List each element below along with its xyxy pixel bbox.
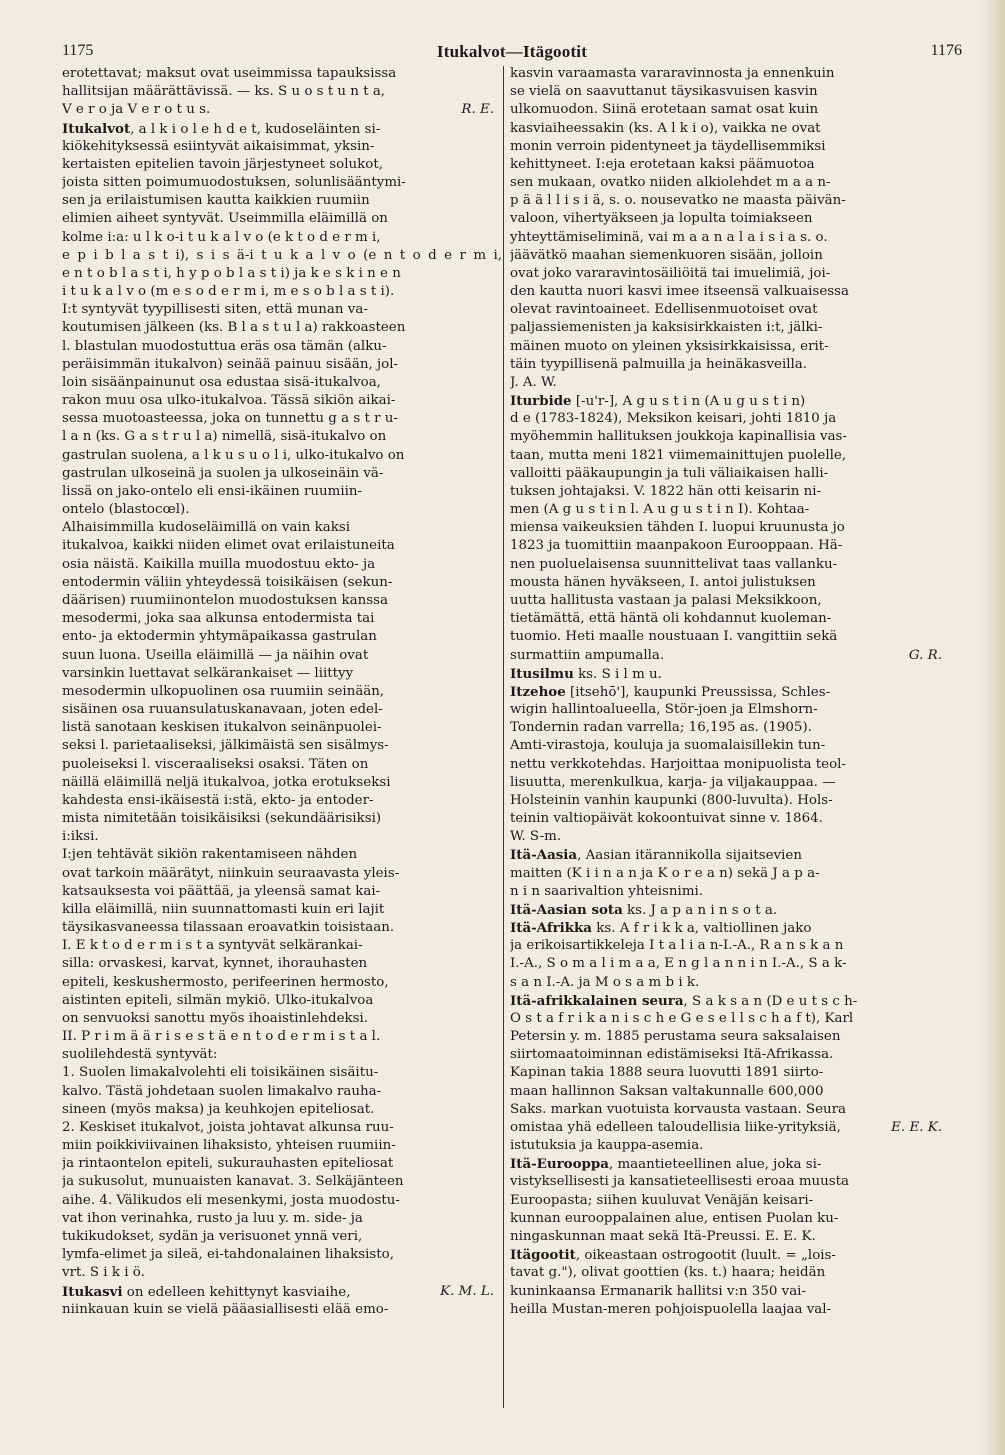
text-line: kasvin varaamasta vararavinnosta ja ennenkuin (510, 66, 835, 81)
text-line: ovat tarkoin määrätyt, niinkuin seuraavasta yleis- (62, 865, 400, 881)
text-line: Amti-virastoja, kouluja ja suomalaisillekin tun- (510, 738, 826, 754)
text-line: valoon, vihertyäkseen ja lopulta toimiakseen (510, 211, 813, 227)
text-line: olevat ravintoaineet. Edellisenmuotoiset ovat (510, 302, 818, 318)
text-line: itukalvoa, kaikki niiden elimet ovat erilaistuneita (62, 538, 395, 554)
text-line: J. A. W. (510, 374, 557, 390)
text-line: joista sitten poimumuodostuksen, solunlisääntymi- (62, 175, 406, 191)
text-line: ontelo (blastocœl). (62, 502, 190, 518)
text-line: d e (1783-1824), Meksikon keisari, johti 1810 ja (510, 411, 837, 427)
text-line: siirtomaatoiminnan edistämiseksi Itä-Afrikassa. (510, 1047, 834, 1063)
text-line: lymfa-elimet ja sileä, ei-tahdonalainen lihaksisto, (62, 1247, 394, 1263)
text-line: hallitsijan määrättävissä. — ks. S u o s t u n t a, (62, 84, 386, 100)
text-line: varsinkin luettavat selkärankaiset — liittyy (62, 665, 354, 681)
author-signature: G. R. (908, 647, 942, 663)
text-line: omistaa yhä edelleen taloudellisia liike-yrityksiä, (510, 1119, 841, 1135)
text-line: mesodermi, joka saa alkunsa entodermista tai (62, 611, 375, 627)
left-page-number: 1175 (62, 42, 94, 59)
text-line: kuninkaansa Ermanarik hallitsi v:n 350 vai- (510, 1283, 806, 1299)
text-line: monin verroin pidentyneet ja täydellisemmiksi (510, 138, 826, 154)
text-line: täysikasvaneessa tilassaan eroavatkin toisistaan. (62, 920, 395, 936)
text-line: Itä-afrikkalainen seura, S a k s a n (D e u t s c h- (510, 992, 858, 1009)
text-line: se vielä on saavuttanut täysikasvuisen kasvin (510, 84, 818, 100)
text-line: tuomio. Heti maalle noustuaan I. vangittiin sekä (510, 629, 838, 645)
text-line: peräisimmän itukalvon) seinää painuu sisään, jol- (62, 356, 399, 372)
text-line: tietämättä, että häntä oli kohdannut kuoleman- (510, 611, 832, 627)
text-line: istutuksia ja kauppa-asemia. (510, 1138, 704, 1154)
text-line: on senvuoksi sanottu myös ihoaistinlehdeksi. (62, 1010, 369, 1026)
running-title: Itukalvot—Itägootit (436, 42, 588, 61)
text-line: paljassiemenisten ja kaksisirkkaisten i:t, jälki- (510, 320, 823, 336)
text-line: niinkauan kuin se vielä pääasiallisesti elää emo- (62, 1301, 389, 1317)
text-line: Itukalvot, a l k i o l e h d e t, kudoseläinten si- (62, 120, 381, 137)
text-line: Kapinan takia 1888 seura luovutti 1891 siirto- (510, 1065, 824, 1081)
text-line: uutta hallitusta vastaan ja palasi Meksikkoon, (510, 592, 822, 608)
left-column (62, 65, 502, 1425)
text-line: miensa vaikeuksien tähden I. luopui kruunusta jo (510, 520, 845, 536)
text-line: däärisen) ruumiinontelon muodostuksen kanssa (62, 592, 389, 608)
text-line: lisuutta, merenkulkua, karja- ja viljakauppaa. — (510, 774, 836, 790)
text-line: sessa muotoasteessa, joka on tunnettu g a s t r u- (62, 411, 398, 427)
text-line: myöhemmin hallituksen joukkoja kapinallisia vas- (510, 429, 847, 445)
text-line: p ä ä l l i s i ä, s. o. nousevatko ne maasta päivän- (510, 193, 846, 209)
text-line: Itägootit, oikeastaan ostrogootit (luult. = „lois- (510, 1247, 836, 1264)
text-line: ningaskunnan maat sekä Itä-Preussi. E. E. K. (510, 1229, 816, 1244)
text-line: mesodermin ulkopuolinen osa ruumiin seinään, (62, 683, 385, 699)
text-line: nen puoluelaisensa suunnittelivat taas vallanku- (510, 556, 838, 572)
column-divider (503, 66, 504, 1408)
text-line: seksi l. parietaaliseksi, jälkimäistä sen sisälmys- (62, 738, 389, 754)
text-line: i t u k a l v o (m e s o d e r m i, m e s o b l a s t i). (62, 284, 395, 300)
text-line: Itzehoe [itsehō'], kaupunki Preussissa, Schles- (510, 683, 831, 700)
text-line: ja rintaontelon epiteli, sukurauhasten epiteliosat (62, 1156, 394, 1172)
text-line: Euroopasta; siihen kuuluvat Venäjän keisari- (510, 1192, 814, 1208)
text-line: vrt. S i k i ö. (62, 1265, 145, 1281)
text-line: I.-A., S o m a l i m a a, E n g l a n n i n I.-A., S a k- (510, 956, 847, 972)
text-line: l a n (ks. G a s t r u l a) nimellä, sisä-itukalvo on (62, 429, 387, 445)
text-line: l. blastulan muodostuttua eräs osa tämän (alku- (62, 338, 387, 354)
text-line: tavat g."), olivat goottien (ks. t.) haara; heidän (510, 1265, 826, 1281)
text-line: erotettavat; maksut ovat useimmissa tapauksissa (62, 66, 397, 81)
text-line: ovat joko vararavintosäiliöitä tai imuelimiä, joi- (510, 265, 831, 281)
text-line: nettu verkkotehdas. Harjoittaa monipuolista teol- (510, 756, 846, 772)
text-line: heilla Mustan-meren pohjoispuolella laajaa val- (510, 1301, 832, 1317)
text-line: mäinen muoto on yleinen yksisirkkaisissa, erit- (510, 338, 829, 354)
text-line: täin tyypillisenä palmuilla ja heinäkasveilla. (510, 356, 808, 372)
text-line: Petersin y. m. 1885 perustama seura saksalaisen (510, 1029, 841, 1045)
text-line: kertaisten epitelien tavoin järjestyneet solukot, (62, 156, 383, 172)
text-line: kiökehityksessä esiintyvät aikaisimmat, yksin- (62, 138, 375, 154)
text-line: I. E k t o d e r m i s t a syntyvät selkärankai- (62, 938, 363, 954)
text-line: elimien aiheet syntyvät. Useimmilla eläimillä on (62, 211, 388, 227)
text-line: mousta hänen hyväkseen, I. antoi julistuksen (510, 574, 816, 590)
author-signature: E. E. K. (891, 1119, 942, 1135)
text-line: kasviaiheessakin (ks. A l k i o), vaikka ne ovat (510, 120, 821, 136)
text-line: aistinten epiteli, silmän mykiö. Ulko-itukalvoa (62, 992, 374, 1008)
text-line: e p i b l a s t i), s i s ä-i t u k a l v o (e n t o d e r m i, (62, 247, 502, 263)
text-line: mista nimitetään toisikäisiksi (sekundäärisiksi) (62, 811, 382, 827)
text-line: suun luona. Useilla eläimillä — ja näihin ovat (62, 647, 369, 663)
text-line: koutumisen jälkeen (ks. B l a s t u l a) rakkoasteen (62, 320, 406, 336)
text-line: Itusilmu ks. S i l m u. (510, 665, 662, 682)
author-signature: K. M. L. (440, 1283, 494, 1299)
text-line: s a n I.-A. ja M o s a m b i k. (510, 974, 700, 990)
text-line: vistyksellisesti ja kansatieteellisesti eroaa muusta (510, 1174, 850, 1190)
text-line: entodermin väliin yhteydessä toisikäisen (sekun- (62, 574, 393, 590)
text-line: kunnan eurooppalainen alue, entisen Puolan ku- (510, 1210, 839, 1226)
text-line: men (A g u s t i n l. A u g u s t i n I). Kohtaa- (510, 502, 810, 518)
text-line: gastrulan suolena, a l k u s u o l i, ulko-itukalvo on (62, 447, 405, 463)
text-line: taan, mutta meni 1821 viimemainittujen puolelle, (510, 447, 847, 463)
text-line: Itä-Aasia, Aasian itärannikolla sijaitsevien (510, 847, 802, 864)
text-line: O s t a f r i k a n i s c h e G e s e l l s c h a f t), Karl (510, 1010, 854, 1026)
text-line: I:t syntyvät tyypillisesti siten, että munan va- (62, 302, 368, 318)
text-line: näillä eläimillä neljä itukalvoa, jotka erotukseksi (62, 774, 391, 790)
text-line: suolilehdestä syntyvät: (62, 1047, 218, 1063)
text-line: Itä-Aasian sota ks. J a p a n i n s o t a. (510, 901, 778, 918)
text-line: tukikudokset, sydän ja verisuonet ynnä veri, (62, 1229, 363, 1244)
text-line: sineen (myös maksa) ja keuhkojen epiteliosat. (62, 1101, 375, 1117)
text-line: silla: orvaskesi, karvat, kynnet, ihorauhasten (62, 956, 368, 972)
text-line: i:iksi. (62, 829, 99, 845)
text-line: sen ja erilaistumisen kautta kaikkien ruumiin (62, 193, 370, 209)
text-line: killa eläimillä, niin suunnattomasti kuin eri lajit (62, 901, 385, 917)
text-line: tuksen johtajaksi. V. 1822 hän otti keisarin ni- (510, 483, 822, 499)
text-line: kolme i:a: u l k o-i t u k a l v o (e k t o d e r m i, (62, 229, 381, 245)
text-line: teinin valtiopäivät kokoontuivat sinne v. 1864. (510, 811, 823, 827)
text-line: surmattiin ampumalla. (510, 647, 665, 663)
text-line: 2. Keskiset itukalvot, joista johtavat alkunsa ruu- (62, 1119, 394, 1135)
text-line: sisäinen osa ruuansulatuskanavaan, joten edel- (62, 702, 383, 718)
text-line: maitten (K i i n a n ja K o r e a n) sekä J a p a- (510, 865, 820, 881)
text-line: epiteli, keskushermosto, perifeerinen hermosto, (62, 974, 389, 990)
text-line: Itukasvi on edelleen kehittynyt kasviaihe, (62, 1283, 351, 1300)
text-line: e n t o b l a s t i, h y p o b l a s t i) ja k e s k i n e n (62, 265, 401, 281)
author-signature: R. E. (461, 102, 494, 118)
text-line: Itä-Afrikka ks. A f r i k k a, valtiollinen jako (510, 920, 812, 937)
text-line: jäävätkö maahan siemenkuoren sisään, jolloin (510, 247, 823, 263)
page-header (62, 42, 962, 64)
text-line: Itä-Eurooppa, maantieteellinen alue, joka si- (510, 1156, 822, 1173)
text-line: 1. Suolen limakalvolehti eli toisikäinen sisäitu- (62, 1065, 379, 1081)
text-line: katsauksesta voi päättää, ja yleensä samat kai- (62, 883, 381, 899)
text-line: Holsteinin vanhin kaupunki (800-luvulta). Hols- (510, 792, 833, 808)
text-line: rakon muu osa ulko-itukalvoa. Tässä sikiön aikai- (62, 393, 396, 409)
text-line: I:jen tehtävät sikiön rakentamiseen nähden (62, 847, 358, 863)
page-edge-shadow (981, 0, 1005, 1455)
text-line: Saks. markan vuotuista korvausta vastaan. Seura (510, 1101, 847, 1117)
text-line: kahdesta ensi-ikäisestä i:stä, ekto- ja entoder- (62, 792, 374, 808)
text-line: ulkomuodon. Siinä erotetaan samat osat kuin (510, 102, 819, 118)
text-line: wigin hallintoalueella, Stör-joen ja Elmshorn- (510, 702, 818, 718)
text-line: W. S-m. (510, 829, 562, 845)
text-line: vat ihon verinahka, rusto ja luu y. m. side- ja (62, 1210, 363, 1226)
text-line: aihe. 4. Välikudos eli mesenkymi, josta muodostu- (62, 1192, 400, 1208)
text-line: listä sanotaan keskisen itukalvon seinänpuolei- (62, 720, 382, 736)
text-line: Tondernin radan varrella; 16,195 as. (1905). (510, 720, 812, 736)
text-line: kehittyneet. I:eja erotetaan kaksi päämuotoa (510, 156, 815, 172)
text-line: miin poikkiviivainen lihaksisto, yhteisen ruumiin- (62, 1138, 396, 1154)
text-line: ento- ja ektodermin yhtymäpaikassa gastrulan (62, 629, 377, 645)
text-line: lissä on jako-ontelo eli ensi-ikäinen ruumiin- (62, 483, 363, 499)
text-line: valloitti pääkaupungin ja tuli väliaikaisen halli- (510, 465, 829, 481)
text-line: 1823 ja tuomittiin maanpakoon Eurooppaan. Hä- (510, 538, 843, 554)
text-line: II. P r i m ä ä r i s e s t ä e n t o d e r m i s t a l. (62, 1029, 381, 1045)
text-line: puoleiseksi l. visceraaliseksi osaksi. Täten on (62, 756, 369, 772)
text-line: Iturbide [-u'r-], A g u s t i n (A u g u s t i n) (510, 393, 806, 410)
text-line: den kautta nuori kasvi imee itseensä valkuaisessa (510, 284, 849, 300)
text-line: yhteyttämiseliminä, vai m a a n a l a i s i a s. o. (510, 229, 828, 245)
right-column (510, 65, 950, 1425)
text-line: Alhaisimmilla kudoseläimillä on vain kaksi (62, 520, 351, 536)
text-line: gastrulan ulkoseinä ja suolen ja ulkoseinäin vä- (62, 465, 384, 481)
text-line: n i n saarivaltion yhteisnimi. (510, 883, 704, 899)
text-line: sen mukaan, ovatko niiden alkiolehdet m a a n- (510, 175, 831, 191)
text-line: V e r o ja V e r o t u s. (62, 102, 211, 118)
text-line: kalvo. Tästä johdetaan suolen limakalvo rauha- (62, 1083, 382, 1099)
text-line: maan hallinnon Saksan valtakunnalle 600,000 (510, 1083, 824, 1099)
text-line: ja erikoisartikkeleja I t a l i a n-I.-A., R a n s k a n (510, 938, 844, 954)
text-line: loin sisäänpainunut osa edustaa sisä-itukalvoa, (62, 374, 381, 390)
right-page-number: 1176 (930, 42, 962, 59)
text-line: osia näistä. Kaikilla muilla muodostuu ekto- ja (62, 556, 376, 572)
text-line: ja sukusolut, munuaisten kanavat. 3. Selkäjänteen (62, 1174, 404, 1190)
